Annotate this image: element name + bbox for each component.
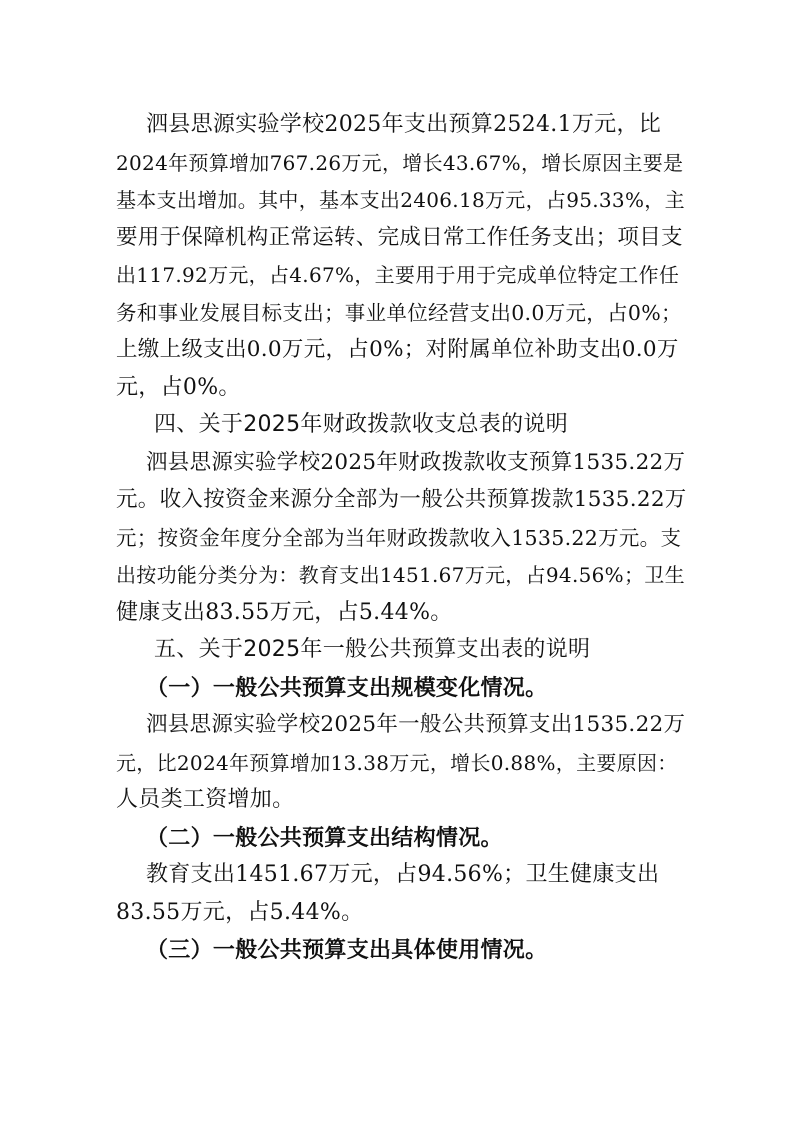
subsection-heading-3: （三）一般公共预算支出具体使用情况。 [146, 937, 548, 963]
paragraph-line: 教育支出1451.67万元，占94.56%；卫生健康支出 [146, 862, 660, 887]
paragraph-line: 2024年预算增加767.26万元，增长43.67%，增长原因主要是 [116, 151, 684, 175]
paragraph-line: 83.55万元，占5.44%。 [116, 900, 364, 925]
paragraph-line: 出按功能分类分为：教育支出1451.67万元，占94.56%；卫生 [116, 563, 685, 587]
paragraph-line: 泗县思源实验学校2025年支出预算2524.1万元，比 [146, 112, 662, 137]
paragraph-line: 要用于保障机构正常运转、完成日常工作任务支出；项目支 [116, 225, 683, 250]
paragraph-line: 泗县思源实验学校2025年财政拨款收支预算1535.22万 [146, 450, 686, 475]
paragraph-line: 出117.92万元，占4.67%，主要用于用于完成单位特定工作任 [116, 263, 680, 287]
paragraph-line: 元。收入按资金来源分全部为一般公共预算拨款1535.22万 [116, 487, 687, 512]
paragraph-line: 元，占0%。 [116, 375, 241, 400]
section-heading-4: 四、关于2025年财政拨款收支总表的说明 [154, 412, 568, 437]
paragraph-line: 基本支出增加。其中，基本支出2406.18万元，占95.33%，主 [116, 188, 685, 212]
subsection-heading-1: （一）一般公共预算支出规模变化情况。 [146, 675, 548, 701]
paragraph-line: 元，比2024年预算增加13.38万元，增长0.88%，主要原因： [116, 751, 678, 775]
subsection-heading-2: （二）一般公共预算支出结构情况。 [146, 825, 503, 851]
paragraph-line: 元；按资金年度分全部为当年财政拨款收入1535.22万元。支 [116, 526, 682, 550]
paragraph-line: 健康支出83.55万元，占5.44%。 [116, 600, 453, 625]
paragraph-line: 泗县思源实验学校2025年一般公共预算支出1535.22万 [146, 712, 686, 737]
paragraph-line: 务和事业发展目标支出；事业单位经营支出0.0万元，占0%； [116, 301, 682, 325]
paragraph-line: 上缴上级支出0.0万元，占0%；对附属单位补助支出0.0万 [116, 337, 679, 362]
paragraph-line: 人员类工资增加。 [116, 787, 295, 812]
section-heading-5: 五、关于2025年一般公共预算支出表的说明 [154, 637, 591, 662]
